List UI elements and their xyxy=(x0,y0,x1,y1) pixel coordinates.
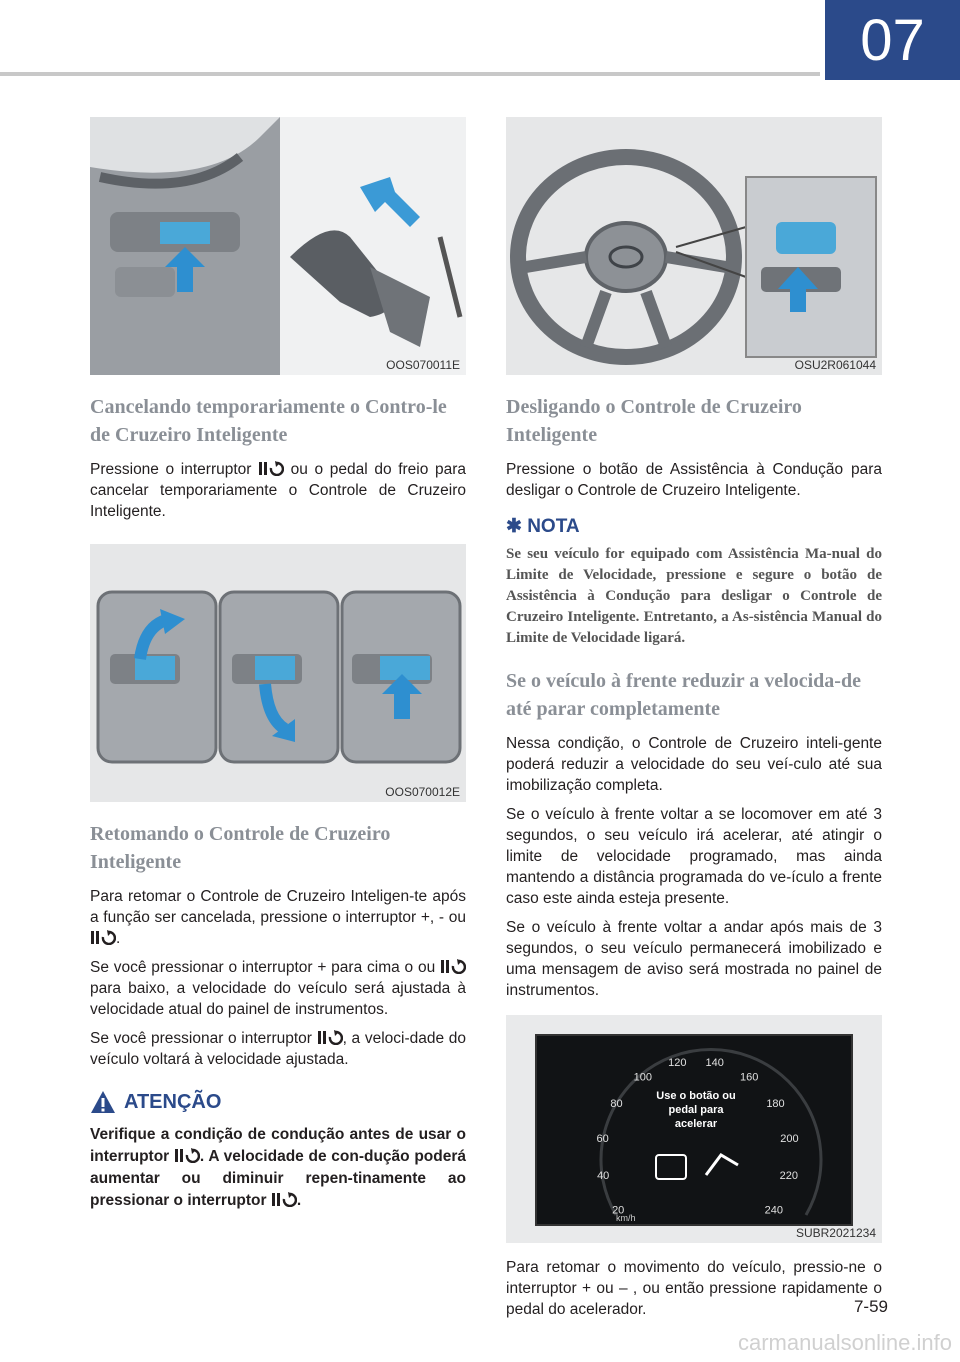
instrument-cluster-illustration xyxy=(506,1015,882,1243)
gauge-tick-label: 100 xyxy=(633,1071,652,1084)
cancel-switch-icon xyxy=(258,461,284,476)
header-rule xyxy=(0,72,820,76)
gauge-message-line-1: Use o botão ou xyxy=(656,1090,736,1102)
text: . xyxy=(296,1192,302,1209)
gauge-tick-label: 120 xyxy=(668,1056,687,1069)
gauge-tick-label: 40 xyxy=(597,1170,610,1183)
cancel-switch-icon xyxy=(174,1148,200,1163)
chapter-tab: 07 xyxy=(825,0,960,80)
warning-title: ATENÇÃO xyxy=(124,1090,222,1113)
figure-code: SUBR2021234 xyxy=(795,1226,876,1240)
note-heading: ✱ NOTA xyxy=(506,516,580,537)
figure-switch-operations xyxy=(90,544,466,802)
gauge-tick-label: 200 xyxy=(780,1132,799,1145)
text: Pressione o interruptor xyxy=(90,461,259,478)
section-heading: Desligando o Controle de Cruzeiro Inteligente xyxy=(506,396,802,446)
paragraph xyxy=(90,459,466,522)
figure-code: OOS070011E xyxy=(386,358,460,372)
paragraph xyxy=(90,886,466,949)
paragraph: Se o veículo à frente voltar a andar após mais de 3 segundos, o seu veículo permanecerá imobilizado e uma mensagem de aviso será mostrada no painel de instrumentos. xyxy=(506,919,882,999)
text: Se você pressionar o interruptor + para cima o ou xyxy=(90,959,440,976)
figure-instrument-cluster xyxy=(506,1015,882,1243)
gauge-tick-label: 140 xyxy=(705,1056,724,1069)
warning-triangle-icon xyxy=(90,1090,116,1114)
gauge-unit: km/h xyxy=(616,1213,636,1223)
text: para baixo, a velocidade do veículo será ajustada à velocidade atual do painel de instrumentos. xyxy=(90,980,466,1018)
cancel-switch-icon xyxy=(271,1192,297,1207)
gauge-tick-label: 20 xyxy=(612,1204,625,1217)
section-heading: Se o veículo à frente reduzir a velocida-de até parar completamente xyxy=(506,670,861,720)
paragraph: Se o veículo à frente voltar a se locomover em até 3 segundos, o seu veículo irá acelerar, até atingir o limite de velocidade programado, mas ainda mantendo a distância programada do ve-ículo a frente caso este ainda esteja presente. xyxy=(506,806,882,907)
section-heading: Cancelando temporariamente o Contro-le de Cruzeiro Inteligente xyxy=(90,396,447,446)
gauge-tick-label: 60 xyxy=(596,1132,609,1145)
gauge-tick-label: 80 xyxy=(610,1098,623,1110)
paragraph: Para retomar o movimento do veículo, pressio-ne o interruptor + ou – , ou então pressione rapidamente o pedal do acelerador. xyxy=(506,1259,882,1318)
right-column xyxy=(506,117,882,1328)
warning-heading xyxy=(90,1090,466,1114)
text: , a veloci-dade do veículo voltará à velocidade ajustada. xyxy=(90,1030,466,1068)
text: ou o pedal do freio para cancelar temporariamente o Controle de Cruzeiro Inteligente. xyxy=(90,461,466,520)
figure-steering-wheel xyxy=(506,117,882,375)
page-number: 7-59 xyxy=(853,1297,888,1316)
text: . A velocidade de con-dução poderá aumentar ou diminuir repen-tinamente ao pressionar o interruptor xyxy=(90,1148,466,1209)
section-heading: Retomando o Controle de Cruzeiro Inteligente xyxy=(90,823,391,873)
gauge-tick-label: 160 xyxy=(740,1071,759,1084)
figure-steering-pedal xyxy=(90,117,466,375)
cancel-switch-icon xyxy=(317,1030,343,1045)
text: Se você pressionar o interruptor xyxy=(90,1030,317,1047)
gauge-tick-label: 220 xyxy=(779,1170,798,1183)
figure-code: OOS070012E xyxy=(385,785,460,799)
left-column xyxy=(90,117,466,1212)
steering-wheel-illustration xyxy=(506,117,882,375)
text: Verifique a condição de condução antes de usar o interruptor xyxy=(90,1126,466,1165)
watermark: carmanualsonline.info xyxy=(737,1330,952,1355)
switch-operations-illustration xyxy=(90,544,466,802)
text: . xyxy=(116,930,121,947)
paragraph: Pressione o botão de Assistência à Condução para desligar o Controle de Cruzeiro Inteligente. xyxy=(506,461,882,499)
cancel-switch-icon xyxy=(90,930,116,945)
paragraph xyxy=(90,1028,466,1070)
paragraph xyxy=(90,957,466,1020)
gauge-message-line-2: pedal para xyxy=(668,1104,724,1116)
cancel-switch-icon xyxy=(440,959,466,974)
steering-pedal-illustration xyxy=(90,117,466,375)
paragraph: Nessa condição, o Controle de Cruzeiro inteli-gente poderá reduzir a velocidade do seu veí-culo até sua imobilização completa. xyxy=(506,735,882,794)
warning-text xyxy=(90,1124,466,1212)
text: Para retomar o Controle de Cruzeiro Inteligen-te após a função ser cancelada, pressione o interruptor +, - ou xyxy=(90,888,466,926)
gauge-tick-label: 180 xyxy=(766,1098,785,1110)
gauge-tick-label: 240 xyxy=(764,1204,783,1217)
figure-code: OSU2R061044 xyxy=(794,358,876,372)
note-text: Se seu veículo for equipado com Assistência Ma-nual do Limite de Velocidade, pressione e segure o botão de Assistência à Condução para desligar o Controle de Cruzeiro Inteligente. Entretanto, a As-sistência Manual do Limite de Velocidade ligará. xyxy=(506,546,882,646)
gauge-message-line-3: acelerar xyxy=(674,1118,718,1130)
